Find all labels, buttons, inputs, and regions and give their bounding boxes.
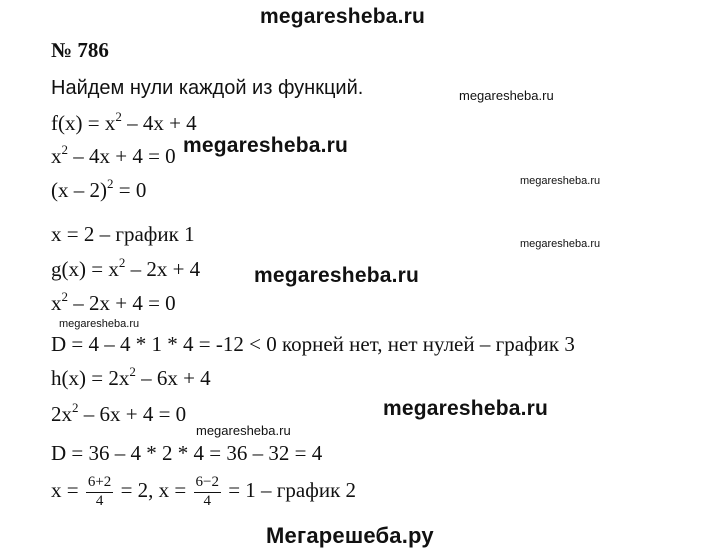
watermark: megaresheba.ru	[183, 134, 349, 157]
root-line-1: x = 2 – график 1	[51, 222, 195, 246]
discriminant-1: D = 4 – 4 * 1 * 4 = -12 < 0 корней нет, нет нулей – график 3	[51, 332, 575, 356]
watermark: megaresheba.ru	[196, 423, 291, 438]
f-definition: $f(x) = x^2 - 4x + 4$	[51, 109, 197, 135]
g-equation: $x^2 - 2x + 4 = 0$	[51, 289, 176, 315]
h-definition: $h(x) = 2x^2 - 6x + 4$	[51, 364, 211, 390]
watermark: megaresheba.ru	[254, 264, 420, 287]
watermark: megaresheba.ru	[520, 175, 601, 187]
watermark: megaresheba.ru	[520, 238, 601, 250]
f-equation: $x^2 - 4x + 4 = 0$	[51, 142, 176, 168]
fraction-x2: $\frac{6-2}{4}$	[195, 474, 219, 509]
g-definition: $g(x) = x^2 - 2x + 4$	[51, 255, 201, 281]
h-equation: $2x^2 - 6x + 4 = 0$	[51, 400, 187, 426]
square-equation: (x – 2)$^2$ = 0	[51, 176, 147, 202]
watermark: megaresheba.ru	[383, 397, 549, 420]
problem-number: № 786	[51, 38, 109, 62]
watermark-top: megaresheba.ru	[260, 5, 426, 28]
watermark-bottom: Мегарешеба.ру	[266, 523, 434, 548]
intro-text: Найдем нули каждой из функций.	[51, 77, 364, 99]
fraction-x1: $\frac{6+2}{4}$	[87, 474, 112, 509]
roots-line: x = $\frac{6+2}{4}$ = 2, x = $\frac{6-2}{4}$ = 1 – график 2	[51, 474, 357, 509]
watermark: megaresheba.ru	[459, 88, 554, 103]
watermark: megaresheba.ru	[59, 318, 140, 330]
discriminant-2: D = 36 – 4 * 2 * 4 = 36 – 32 = 4	[51, 441, 323, 465]
